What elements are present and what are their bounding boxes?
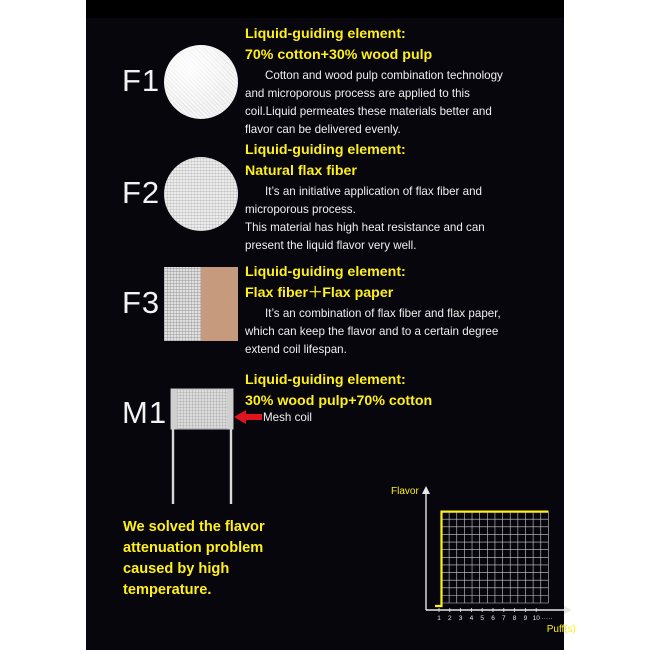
x-tick-label: ·····: [541, 615, 553, 622]
x-tick-label: 6: [491, 615, 495, 622]
x-tick-label: 2: [447, 615, 452, 622]
description-line: Cotton and wood pulp combination technology: [265, 69, 503, 82]
x-tick-label: 5: [480, 615, 485, 622]
description-line: It’s an initiative application of flax fiber and: [265, 185, 482, 198]
item-description-f2: [245, 183, 545, 255]
cotton-wood-pulp-swatch: [164, 45, 238, 119]
slogan-line: temperature.: [123, 582, 212, 598]
item-label-f3: F3: [122, 285, 161, 320]
x-tick-label: 10: [532, 615, 540, 622]
description-line: coil.Liquid permeates these materials better and: [245, 105, 492, 118]
item-description-f1: [245, 67, 545, 139]
slogan-line: We solved the flavor: [123, 519, 265, 535]
flavor-series-line: [435, 512, 548, 606]
flax-paper-half: [201, 267, 238, 341]
item-material-f2: Natural flax fiber: [245, 163, 357, 179]
x-tick-label: 1: [437, 615, 441, 622]
item-label-f1: F1: [122, 63, 161, 98]
x-tick-label: 8: [512, 615, 517, 622]
x-tick-label: 9: [523, 615, 528, 622]
description-line: It’s an combination of flax fiber and flax paper,: [265, 307, 501, 320]
description-line: extend coil lifespan.: [245, 343, 347, 356]
slogan-line: caused by high: [123, 561, 230, 577]
item-text-m1: [245, 370, 545, 412]
y-axis-arrow: [422, 486, 430, 494]
top-bar: [86, 0, 564, 18]
flavor-chart: [296, 475, 576, 650]
item-text-f1: [245, 24, 545, 139]
flax-fiber-half: [164, 267, 201, 341]
flax-fiber-flax-paper-swatch: [164, 267, 238, 341]
product-panel: [86, 0, 576, 650]
description-line: This material has high heat resistance and can: [245, 221, 485, 234]
item-heading-f2: Liquid-guiding element:: [245, 142, 406, 158]
y-axis-label: Flavor: [391, 486, 419, 497]
x-tick-label: 4: [469, 615, 474, 622]
item-heading-m1: Liquid-guiding element:: [245, 372, 406, 388]
item-label-f2: F2: [122, 175, 161, 210]
x-tick-label: 7: [501, 615, 506, 622]
x-axis-label: Puff(s): [546, 624, 576, 635]
item-description-f3: [245, 305, 545, 359]
x-tick-label: 3: [458, 615, 463, 622]
description-line: microporous process.: [245, 203, 356, 216]
slogan-line: attenuation problem: [123, 540, 264, 556]
item-heading-f3: Liquid-guiding element:: [245, 264, 406, 280]
slogan: [123, 517, 323, 601]
item-material-f3: Flax fiber＋Flax paper: [245, 285, 394, 301]
description-line: present the liquid flavor very well.: [245, 239, 417, 252]
item-material-f1: 70% cotton+30% wood pulp: [245, 47, 433, 63]
item-text-f3: [245, 262, 545, 359]
item-heading-f1: Liquid-guiding element:: [245, 26, 406, 42]
description-line: flavor can be delivered evenly.: [245, 123, 401, 136]
description-line: and microporous process are applied to this: [245, 87, 470, 100]
item-text-f2: [245, 140, 545, 255]
item-label-m1: M1: [122, 395, 168, 430]
item-material-m1: 30% wood pulp+70% cotton: [245, 393, 433, 409]
flax-fiber-swatch: [164, 157, 238, 231]
description-line: which can keep the flavor and to a certain degree: [245, 325, 499, 338]
x-axis-arrow: [564, 606, 572, 614]
mesh-coil-illustration: [168, 389, 236, 505]
mesh-coil-label: Mesh coil: [263, 411, 312, 424]
